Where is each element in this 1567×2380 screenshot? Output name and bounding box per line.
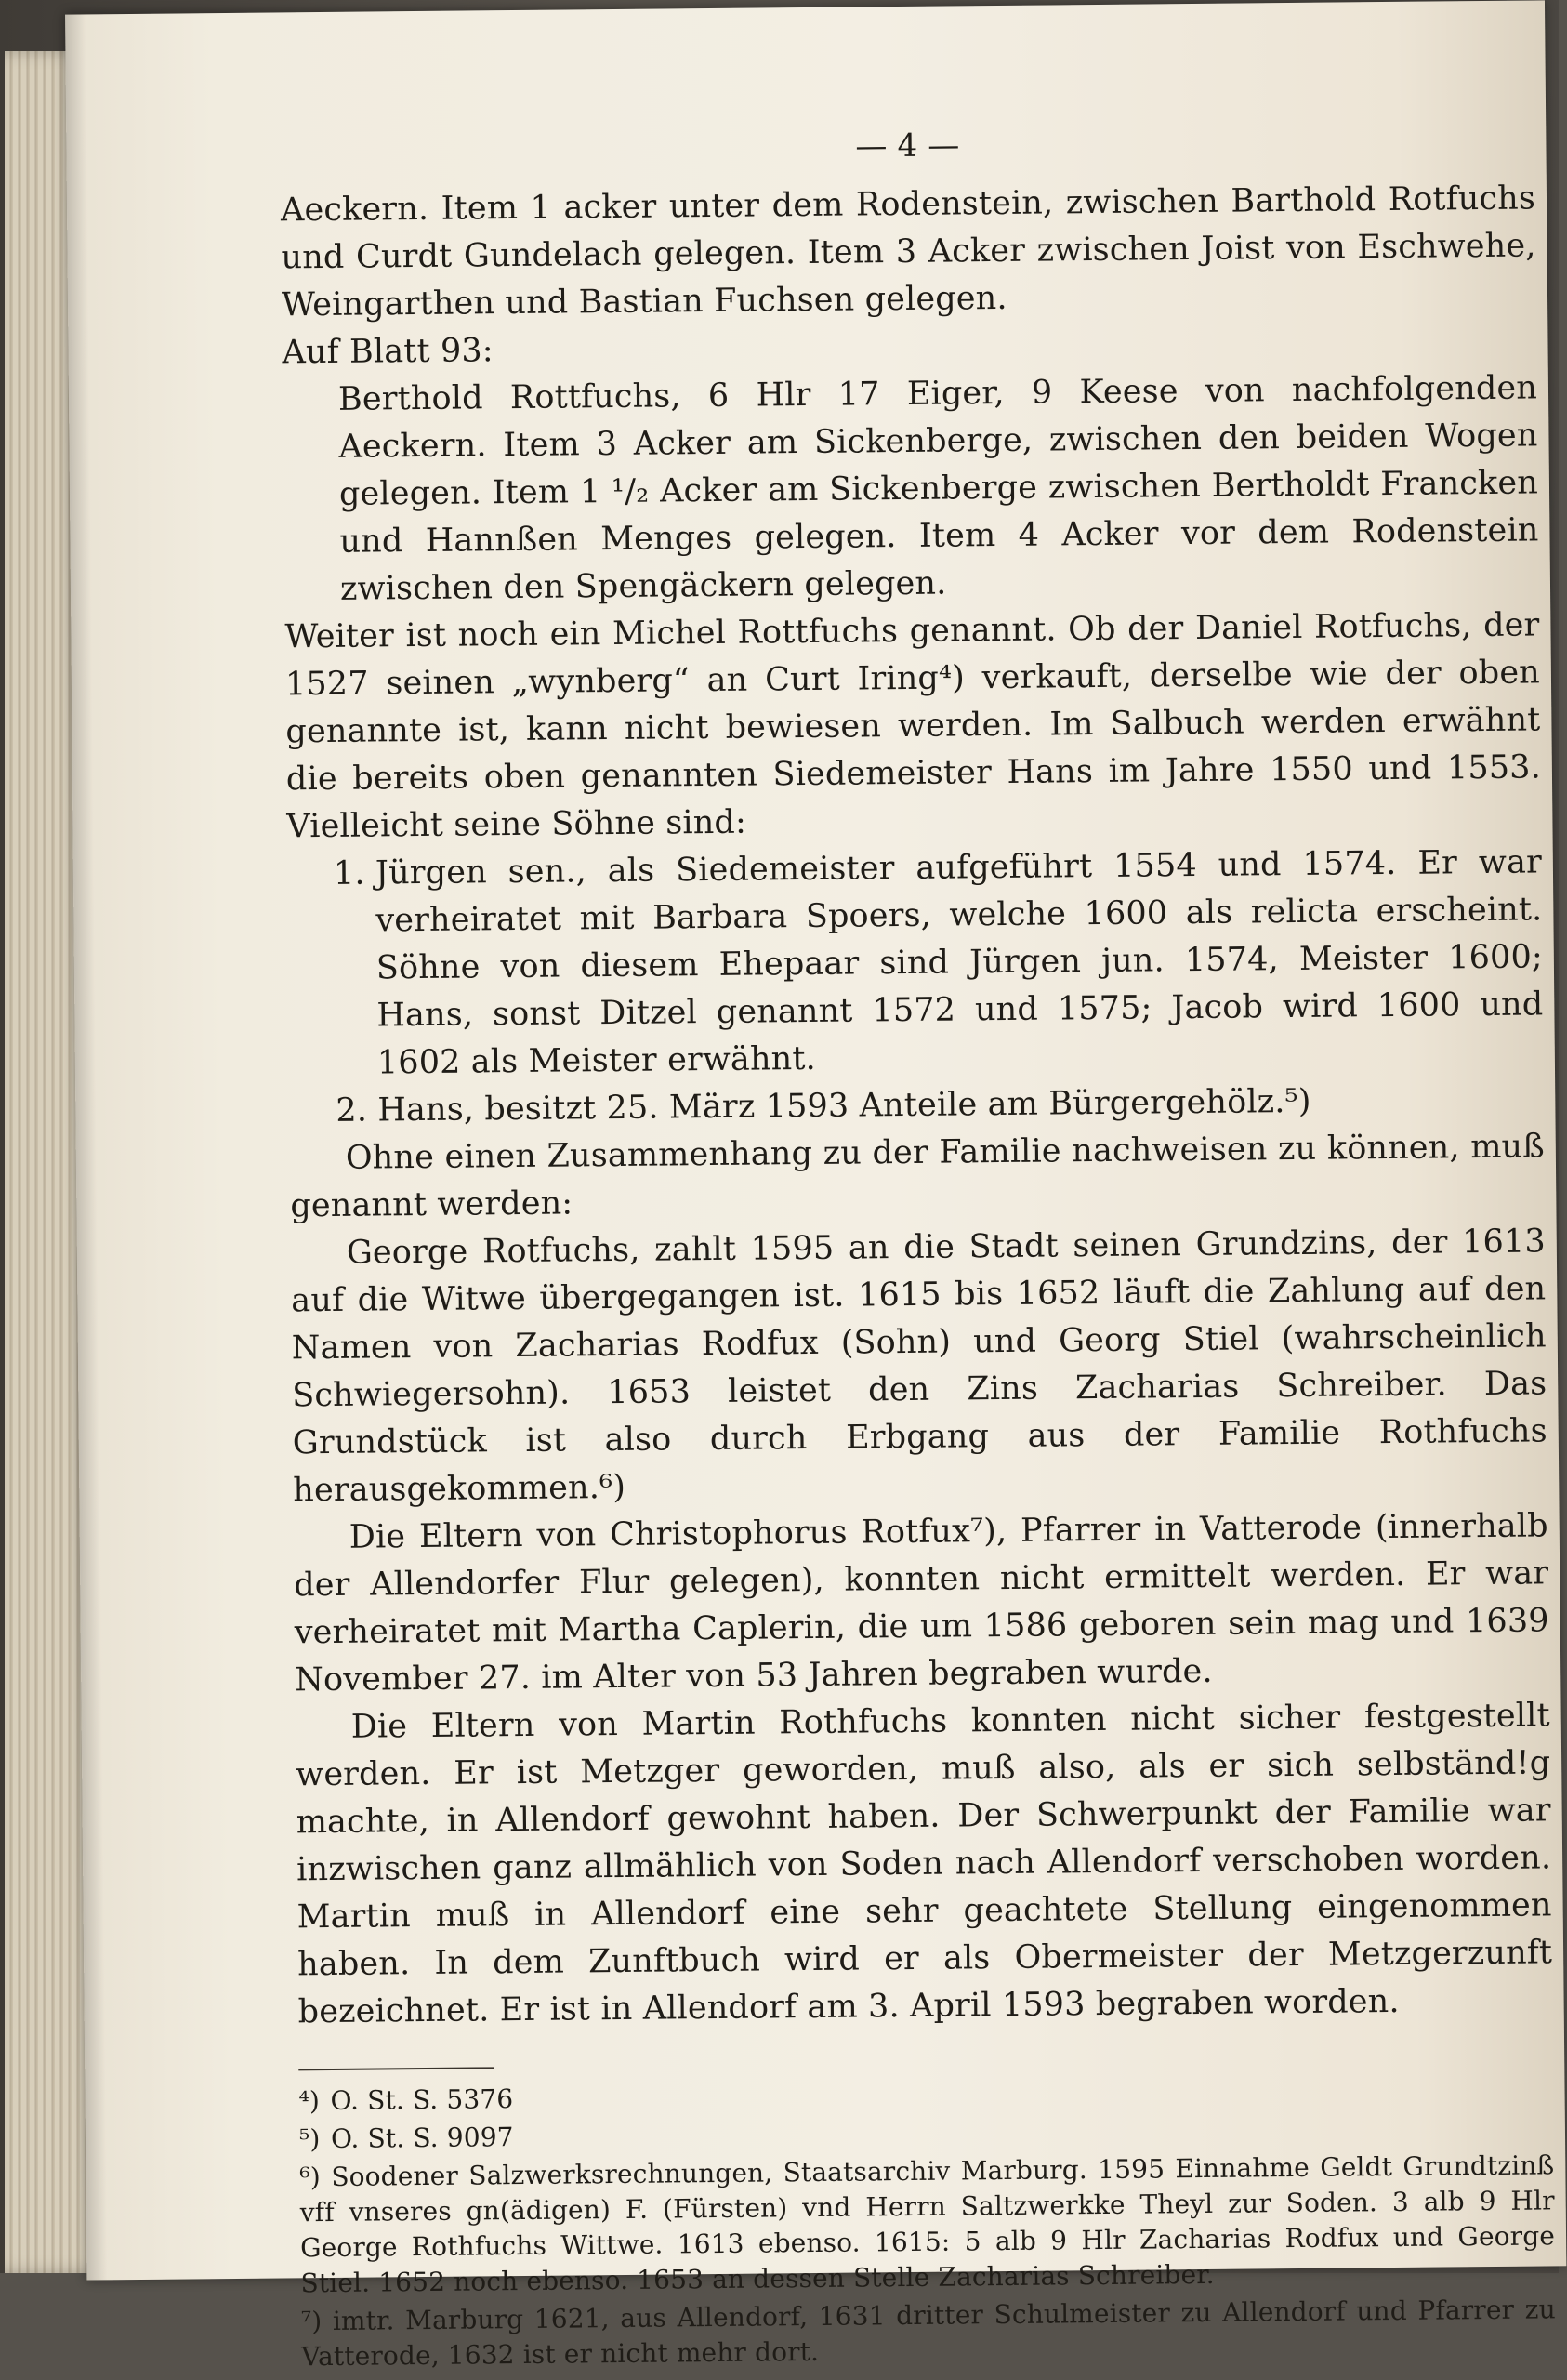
footnote-text: imtr. Marburg 1621, aus Allendorf, 1631 dritter Schulmeister zu Allendorf und Pfarrer zu Vatterode, 1632 ist er nicht mehr dort. [301, 2294, 1556, 2373]
list-item: 2. Hans, besitzt 25. März 1593 Anteile am Bürgergehölz.⁵) [377, 1076, 1544, 1134]
list-item: 1. Jürgen sen., als Siedemeister aufgeführt 1554 und 1574. Er war verheiratet mit Barbara Spoers, welche 1600 als relicta erscheint. Söhne von diesem Ehepaar sind Jürgen jun. 1574, Meister 1600; Hans, sonst Ditzel genannt 1572 und 1575; Jacob wird 1600 und 1602 als Meister erwähnt. [375, 839, 1544, 1087]
footnote [299, 2148, 1555, 2301]
paragraph-michel: Weiter ist noch ein Michel Rottfuchs genannt. Ob der Daniel Rotfuchs, der 1527 seinen „wynberg“ an Curt Iring⁴) verkauft, derselbe wie der oben genannte ist, kann nicht bewiesen werden. Im Salbuch werden erwähnt die bereits oben genannten Siedemeister Hans im Jahre 1550 und 1553. Vielleicht seine Söhne sind: [284, 606, 1542, 846]
footnote-mark: ⁴) [298, 2085, 321, 2117]
page-wrapper [65, 7, 1556, 2373]
footnote-text: O. St. S. 9097 [330, 2122, 514, 2155]
subheading-auf-blatt: Auf Blatt 93: [282, 332, 494, 372]
book-page [65, 0, 1566, 2373]
page-number: — 4 — [855, 126, 960, 165]
footnote-divider [298, 2067, 494, 2070]
footnote-text: Soodener Salzwerksrechnungen, Staatsarchiv Marburg. 1595 Einnahme Geldt Grundtzinß vff vnseres gn(ädigen) F. (Fürsten) vnd Herrn Saltzwerkke Theyl zur Soden. 3 alb 9 Hlr George Rothfuchs Wittwe. 1613 ebenso. 1615: 5 alb 9 Hlr Zacharias Rodfux und George Stiel. 1652 noch ebenso. 1653 an dessen Stelle Zacharias Schreiber. [299, 2149, 1556, 2299]
paragraph-christophorus: Die Eltern von Christophorus Rotfux⁷), Pfarrer in Vatterode (innerhalb der Allendorfer Flur gelegen), konnten nicht ermittelt werden. Er war verheiratet mit Martha Caplerin, die um 1586 geboren sein mag und 1639 November 27. im Alter von 53 Jahren begraben wurde. [294, 1507, 1549, 1699]
footnote-mark: ⁶) [299, 2162, 321, 2193]
paragraph-aeckern: Aeckern. Item 1 acker unter dem Rodenstein, zwischen Barthold Rotfuchs und Curdt Gundelach gelegen. Item 3 Acker zwischen Joist von Eschwehe, Weingarthen und Bastian Fuchsen gelegen. [280, 179, 1536, 324]
paragraph-george: George Rotfuchs, zahlt 1595 an die Stadt seinen Grundzins, der 1613 auf die Witwe übergegangen ist. 1615 bis 1652 läuft die Zahlung auf den Namen von Zacharias Rodfux (Sohn) und Georg Stiel (wahrscheinlich Schwiegersohn). 1653 leistet den Zins Zacharias Schreiber. Das Grundstück ist also durch Erbgang aus der Familie Rothfuchs herausgekommen.⁶) [291, 1223, 1547, 1510]
page-text-block [280, 121, 1556, 2377]
footnote-mark: ⁷) [300, 2306, 323, 2337]
paragraph-martin: Die Eltern von Martin Rothfuchs konnten nicht sicher festgestellt werden. Er ist Metzger geworden, muß also, als er sich selbständ!g machte, in Allendorf gewohnt haben. Der Schwerpunkt der Familie war inzwischen ganz allmählich von Soden nach Allendorf verschoben worden. Martin muß in Allendorf eine sehr geachtete Stellung eingenommen haben. In dem Zunftbuch wird er als Obermeister der Metzgerzunft bezeichnet. Er ist in Allendorf am 3. April 1593 begraben worden. [296, 1697, 1553, 2031]
footnote-text: O. St. S. 5376 [330, 2083, 514, 2117]
footnotes [298, 2071, 1556, 2374]
paragraph-berthold: Berthold Rottfuchs, 6 Hlr 17 Eiger, 9 Keese von nachfolgenden Aeckern. Item 3 Acker am Sickenberge, zwischen den beiden Wogen gelegen. Item 1 ¹/₂ Acker am Sickenberge zwischen Bertholdt Francken und Hannßen Menges gelegen. Item 4 Acker vor dem Rodenstein zwischen den Spengäckern gelegen. [337, 369, 1539, 608]
sons-list [287, 839, 1545, 1135]
footnote-mark: ⁵) [298, 2123, 321, 2155]
footnote [301, 2292, 1557, 2374]
paragraph-ohne-zusammenhang: Ohne einen Zusammenhang zu der Familie nachweisen zu können, muß genannt werden: [290, 1128, 1545, 1225]
